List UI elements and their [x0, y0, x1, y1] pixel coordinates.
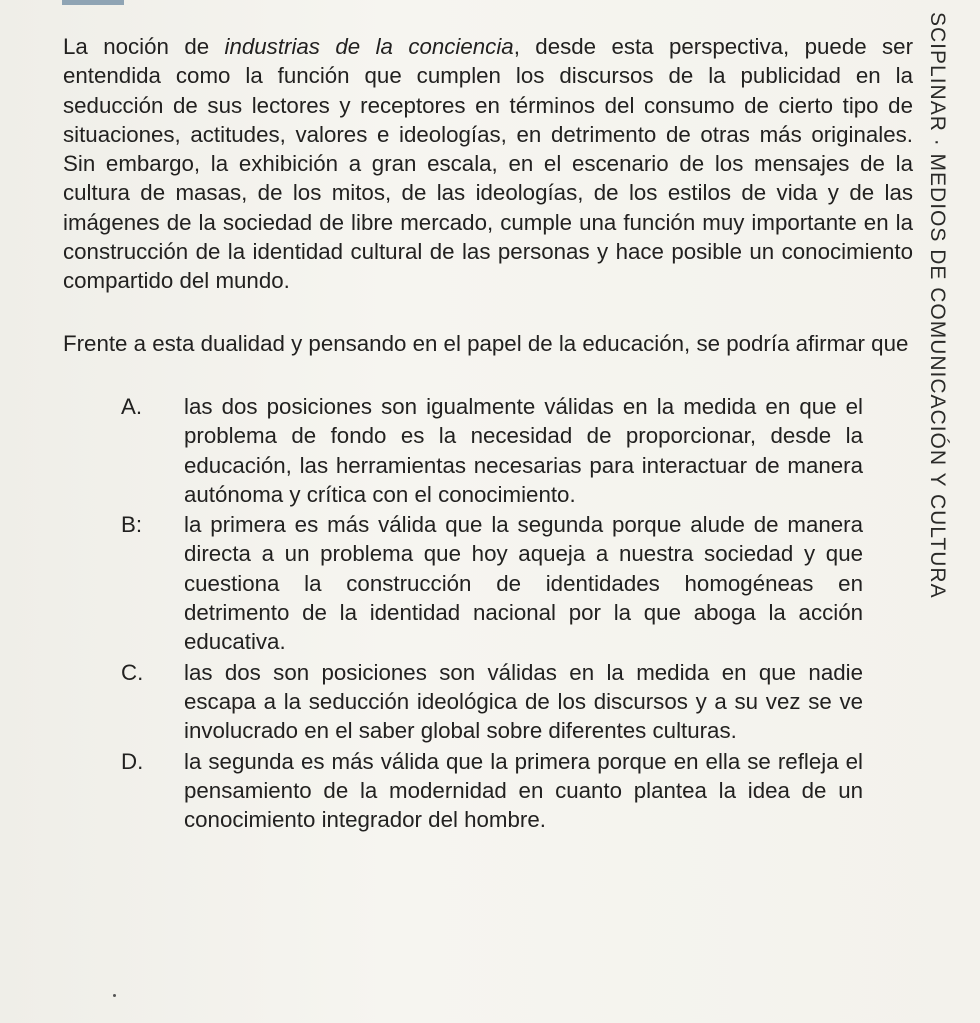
side-running-header	[925, 12, 949, 599]
option-c-letter: C.	[121, 659, 144, 685]
answer-options	[63, 392, 863, 834]
side-label: SCIPLINAR · MEDIOS DE COMUNICACIÓN Y CULTURA	[926, 12, 949, 599]
paragraph-1-after: , desde esta perspectiva, puede ser entendida como la función que cumplen los discursos de la publicidad en la seducción de sus lectores y receptores en términos del consumo de cierto tipo de situaciones, actitudes, valores e ideologías, en detrimento de otras más originales. Sin embargo, la exhibición a gran escala, en el escenario de los mensajes de la cultura de masas, de los mitos, de las ideologías, de los estilos de vida y de las imágenes de la sociedad de libre mercado, cumple una función muy importante en la construcción de la identidad cultural de las personas y hace posible un conocimiento compartido del mundo.	[63, 34, 913, 294]
option-c-text: las dos son posiciones son válidas en la medida en que nadie escapa a la seducción ideológica de los discursos y a su vez se ve involucrado en el saber global sobre diferentes culturas.	[184, 659, 863, 744]
option-a	[63, 392, 863, 509]
option-b	[63, 510, 863, 656]
paragraph-1-emphasis: industrias de la conciencia	[224, 34, 514, 59]
option-c	[63, 658, 863, 746]
document-content	[63, 32, 913, 835]
option-d-text: la segunda es más válida que la primera porque en ella se refleja el pensamiento de la modernidad en cuanto plantea la idea de un conocimiento integrador del hombre.	[184, 748, 863, 833]
speck-decoration	[113, 994, 116, 997]
paragraph-2: Frente a esta dualidad y pensando en el papel de la educación, se podría afirmar que	[63, 330, 909, 356]
option-a-text: las dos posiciones son igualmente válidas en la medida en que el problema de fondo es la necesidad de proporcionar, desde la educación, las herramientas necesarias para interactuar de manera autónoma y crítica con el conocimiento.	[184, 393, 863, 507]
top-rule-decoration	[62, 0, 124, 5]
option-a-letter: A.	[121, 393, 143, 419]
option-d-letter: D.	[121, 748, 144, 774]
option-d	[63, 747, 863, 835]
option-b-text: la primera es más válida que la segunda porque alude de manera directa a un problema que hoy aqueja a nuestra sociedad y que cuestiona la construcción de identidades homogéneas en detrimento de la identidad nacional por la que aboga la acción educativa.	[184, 512, 863, 655]
paragraph-1-before: La noción de	[63, 34, 225, 59]
option-b-letter: B:	[121, 512, 143, 538]
paragraph-1	[63, 32, 913, 296]
